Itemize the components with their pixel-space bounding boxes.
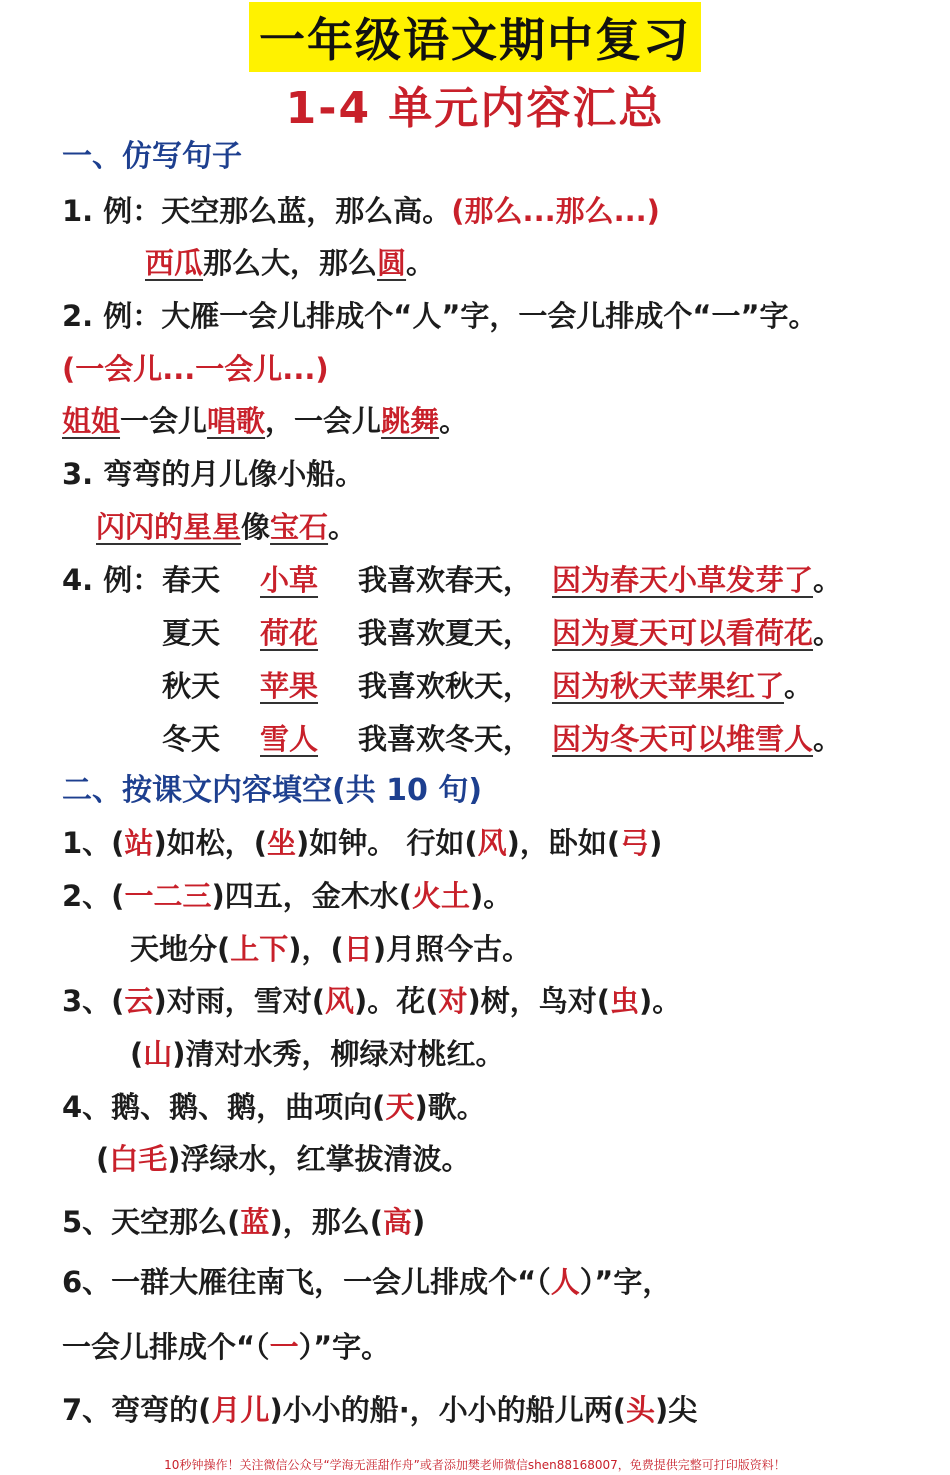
fill-answer: 云 — [124, 984, 154, 1018]
fill-answer: 一 — [269, 1330, 299, 1364]
fill-text: ) — [411, 1205, 426, 1239]
fill-text: ）”字。 — [298, 1330, 391, 1364]
fill-text: 一会儿排成个“（ — [62, 1330, 270, 1364]
fill-line-2 — [62, 876, 512, 916]
fill-answer: 白毛 — [109, 1142, 168, 1176]
fill-line-3 — [62, 981, 681, 1021]
fill-answer: 弓 — [620, 826, 650, 860]
fill-text: )如钟。 行如( — [295, 826, 478, 860]
season-end: 。 — [813, 722, 843, 756]
fill-answer: 风 — [477, 826, 507, 860]
q2-answer-mid2: ，一会儿 — [265, 404, 382, 438]
fill-text: )。 — [469, 879, 513, 913]
season-word: 苹果 — [260, 669, 319, 703]
season-reason-wrap — [552, 613, 842, 653]
fill-line-7 — [62, 1390, 697, 1430]
season-reason-wrap — [552, 560, 842, 600]
fill-text: )。花( — [353, 984, 439, 1018]
season-like: 我喜欢冬天， — [358, 722, 533, 756]
fill-answer: 虫 — [610, 984, 640, 1018]
fill-line-2b — [130, 929, 531, 969]
q2-answer-mid1: 一会儿 — [120, 404, 208, 438]
season-like: 我喜欢春天， — [358, 563, 533, 597]
fill-line-4 — [62, 1087, 486, 1127]
q2-answer-act2: 跳舞 — [381, 404, 440, 438]
season-reason: 因为春天小草发芽了 — [552, 563, 814, 597]
fill-text: )，卧如( — [506, 826, 621, 860]
season-reason: 因为秋天苹果红了 — [552, 669, 785, 703]
fill-text: 7、弯弯的( — [62, 1393, 212, 1427]
q3-answer — [96, 507, 357, 547]
q2-answer — [62, 401, 468, 441]
q3-example: 3. 弯弯的月儿像小船。 — [62, 457, 365, 491]
fill-answer: 人 — [550, 1265, 580, 1299]
season-reason: 因为夏天可以看荷花 — [552, 616, 814, 650]
fill-line-5 — [62, 1202, 425, 1242]
q4-label: 4. 例： — [62, 563, 162, 597]
fill-answer: 蓝 — [240, 1205, 270, 1239]
q1-text: 1. 例：天空那么蓝，那么高。 — [62, 194, 452, 228]
fill-text: ( — [96, 1142, 110, 1176]
fill-line-4b — [96, 1139, 471, 1179]
fill-text: )歌。 — [414, 1090, 486, 1124]
season-reason-wrap — [552, 666, 813, 706]
q3-answer-end: 。 — [328, 510, 358, 544]
fill-answer: 高 — [382, 1205, 412, 1239]
q3-answer-subject: 闪闪的星星 — [96, 510, 242, 544]
footer-notice: 10秒钟操作！关注微信公众号“学海无涯甜作舟”或者添加樊老师微信shen88168007，免费提供完整可打印版资料！ — [164, 1458, 786, 1472]
fill-answer: 月儿 — [211, 1393, 270, 1427]
fill-line-6b — [62, 1327, 390, 1367]
season-like: 我喜欢秋天， — [358, 669, 533, 703]
q3-answer-mid: 像 — [241, 510, 271, 544]
fill-line-6 — [62, 1262, 671, 1302]
season-name: 冬天 — [162, 722, 221, 756]
q2-answer-subject: 姐姐 — [62, 404, 121, 438]
season-name: 春天 — [162, 563, 221, 597]
fill-text: 天地分( — [130, 932, 231, 966]
fill-text: )。 — [639, 984, 682, 1018]
fill-answer: 头 — [625, 1393, 655, 1427]
q2-example: 2. 例：大雁一会儿排成个“人”字，一会儿排成个“一”字。 — [62, 299, 818, 333]
season-end: 。 — [813, 563, 843, 597]
fill-answer: 火土 — [411, 879, 470, 913]
fill-close: ) — [649, 826, 663, 860]
q1-answer-end: 。 — [406, 246, 436, 280]
q1-answer-mid: 那么大，那么 — [203, 246, 378, 280]
section2-heading: 二、按课文内容填空(共 10 句) — [62, 773, 483, 808]
fill-text: )小小的船·，小小的船儿两( — [269, 1393, 626, 1427]
fill-text: )如松，( — [153, 826, 267, 860]
season-word: 荷花 — [260, 616, 319, 650]
fill-text: )对雨，雪对( — [153, 984, 325, 1018]
fill-text: )浮绿水，红掌拔清波。 — [167, 1142, 471, 1176]
season-name: 夏天 — [162, 616, 221, 650]
q1-pattern: (那么...那么...) — [451, 194, 660, 228]
q3-answer-object: 宝石 — [270, 510, 329, 544]
fill-text: )，那么( — [269, 1205, 383, 1239]
fill-text: )四五，金木水( — [211, 879, 412, 913]
q2-answer-end: 。 — [439, 404, 469, 438]
fill-text: )尖 — [655, 1393, 698, 1427]
fill-text: 4、鹅、鹅、鹅，曲项向( — [62, 1090, 386, 1124]
season-end: 。 — [784, 669, 814, 703]
fill-answer: 日 — [343, 932, 373, 966]
fill-answer: 天 — [385, 1090, 415, 1124]
fill-answer: 山 — [143, 1037, 173, 1071]
q2-answer-act1: 唱歌 — [207, 404, 266, 438]
fill-line-3b — [130, 1034, 505, 1074]
fill-text: 2、( — [62, 879, 125, 913]
fill-text: 5、天空那么( — [62, 1205, 241, 1239]
fill-text: )，( — [288, 932, 344, 966]
title-banner — [0, 0, 950, 72]
q1-answer-adj: 圆 — [377, 246, 407, 280]
fill-answer: 坐 — [266, 826, 296, 860]
fill-answer: 站 — [124, 826, 154, 860]
section1-heading: 一、仿写句子 — [62, 139, 242, 174]
q1-example — [62, 191, 660, 231]
fill-text: 3、( — [62, 984, 125, 1018]
fill-text: ）”字， — [579, 1265, 672, 1299]
season-reason-wrap — [552, 719, 842, 759]
fill-text: )清对水秀，柳绿对桃红。 — [172, 1037, 505, 1071]
fill-text: )树，鸟对( — [467, 984, 611, 1018]
fill-answer: 上下 — [230, 932, 289, 966]
fill-answer: 一二三 — [124, 879, 212, 913]
season-reason: 因为冬天可以堆雪人 — [552, 722, 814, 756]
fill-text: )月照今古。 — [372, 932, 532, 966]
season-word: 雪人 — [260, 722, 319, 756]
fill-text: ( — [130, 1037, 144, 1071]
fill-text: 1、( — [62, 826, 125, 860]
q1-answer — [145, 243, 435, 283]
fill-answer: 对 — [438, 984, 468, 1018]
q2-pattern: (一会儿...一会儿...) — [62, 352, 329, 386]
season-name: 秋天 — [162, 669, 221, 703]
season-word: 小草 — [260, 563, 319, 597]
page-title: 一年级语文期中复习 — [249, 2, 701, 72]
fill-answer: 风 — [324, 984, 354, 1018]
page-subtitle: 1-4 单元内容汇总 — [285, 83, 665, 134]
fill-text: 6、一群大雁往南飞，一会儿排成个“（ — [62, 1265, 551, 1299]
season-end: 。 — [813, 616, 843, 650]
fill-line-1 — [62, 823, 662, 863]
season-like: 我喜欢夏天， — [358, 616, 533, 650]
q1-answer-subject: 西瓜 — [145, 246, 204, 280]
